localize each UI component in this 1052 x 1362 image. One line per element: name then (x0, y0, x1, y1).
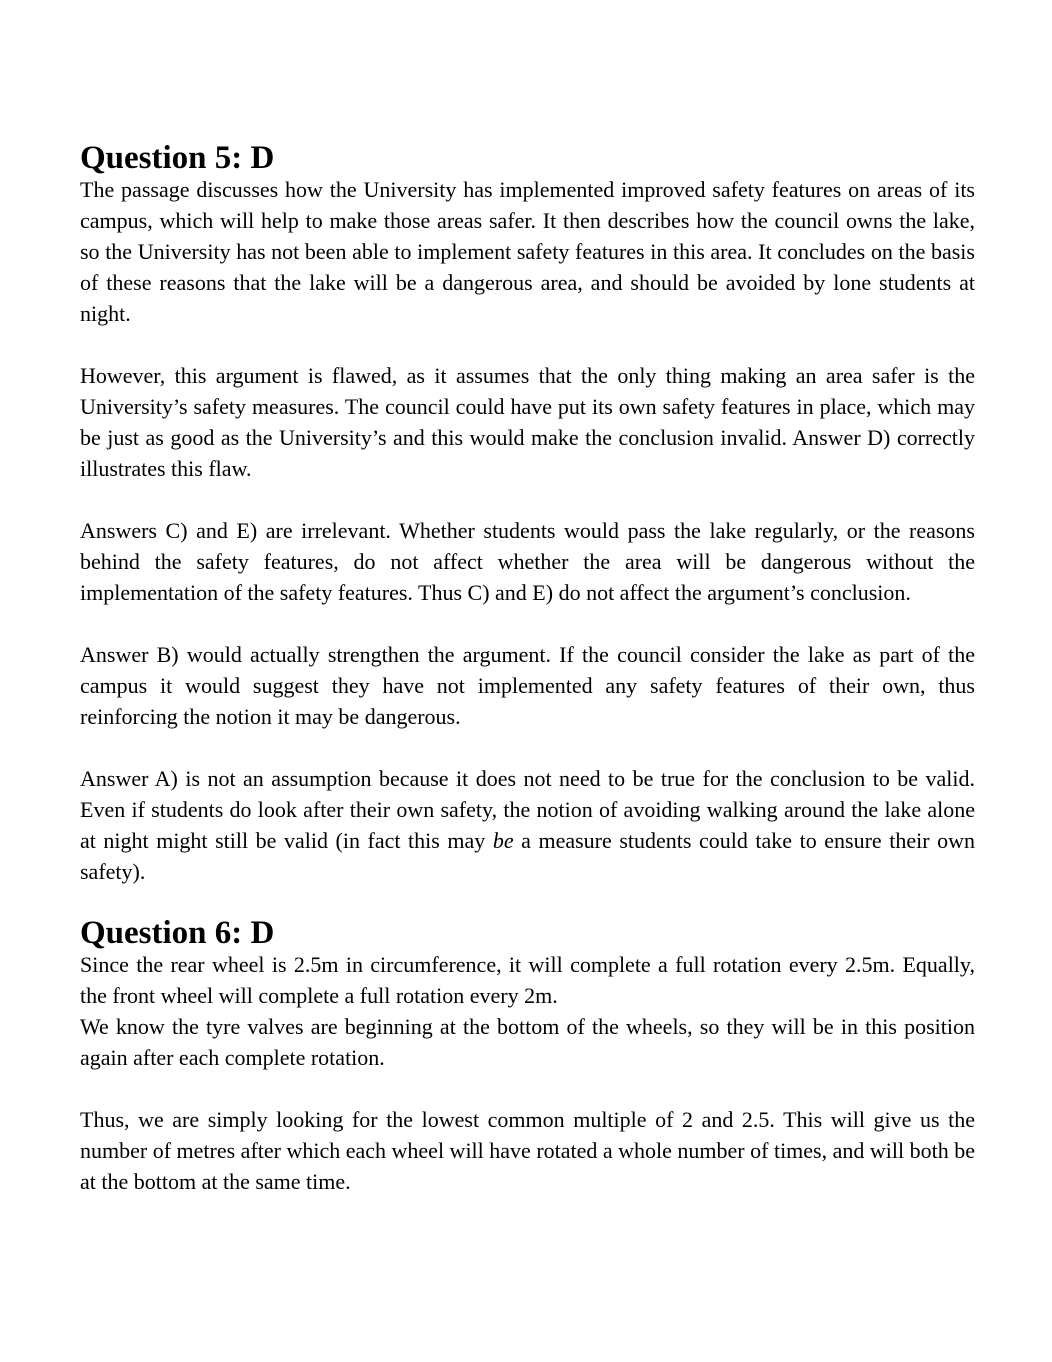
question-6-heading: Question 6: D (80, 915, 275, 951)
question-5-paragraph-2: However, this argument is flawed, as it assumes that the only thing making an area safer is the University’s safety measures. The council could have put its own safety features in place, which may be just as good as the University’s and this would make the conclusion invalid. Answer D) correctly illustrates this flaw. (80, 363, 975, 481)
question-5-paragraph-5 (80, 763, 975, 887)
question-6-paragraph-1: Since the rear wheel is 2.5m in circumference, it will complete a full rotation every 2.5m. Equally, the front wheel will complete a full rotation every 2m. (80, 952, 975, 1008)
question-5-paragraph-4: Answer B) would actually strengthen the argument. If the council consider the lake as part of the campus it would suggest they have not implemented any safety features of their own, thus reinforcing the notion it may be dangerous. (80, 642, 975, 729)
paragraph-text: Answer A) is not an assumption because it does not need to be true for the conclusion to be valid. Even if students do look after their own safety, the notion of avoiding walking around the lake alone at night might still be valid (in fact this may (80, 766, 975, 853)
question-5-paragraph-3: Answers C) and E) are irrelevant. Whether students would pass the lake regularly, or the reasons behind the safety features, do not affect whether the area will be dangerous without the implementation of the safety features. Thus C) and E) do not affect the argument’s conclusion. (80, 518, 975, 605)
paragraph-text: a measure students could take to ensure their own safety). (80, 828, 976, 884)
italic-word: be (492, 828, 514, 853)
question-5-heading: Question 5: D (80, 140, 275, 176)
question-6-paragraph-3: Thus, we are simply looking for the lowest common multiple of 2 and 2.5. This will give us the number of metres after which each wheel will have rotated a whole number of times, and will both be at the bottom at the same time. (80, 1107, 975, 1194)
question-5-paragraph-1: The passage discusses how the University has implemented improved safety features on areas of its campus, which will help to make those areas safer. It then describes how the council owns the lake, so the University has not been able to implement safety features in this area. It concludes on the basis of these reasons that the lake will be a dangerous area, and should be avoided by lone students at night. (80, 177, 975, 326)
question-6-paragraph-2: We know the tyre valves are beginning at the bottom of the wheels, so they will be in this position again after each complete rotation. (80, 1014, 975, 1070)
